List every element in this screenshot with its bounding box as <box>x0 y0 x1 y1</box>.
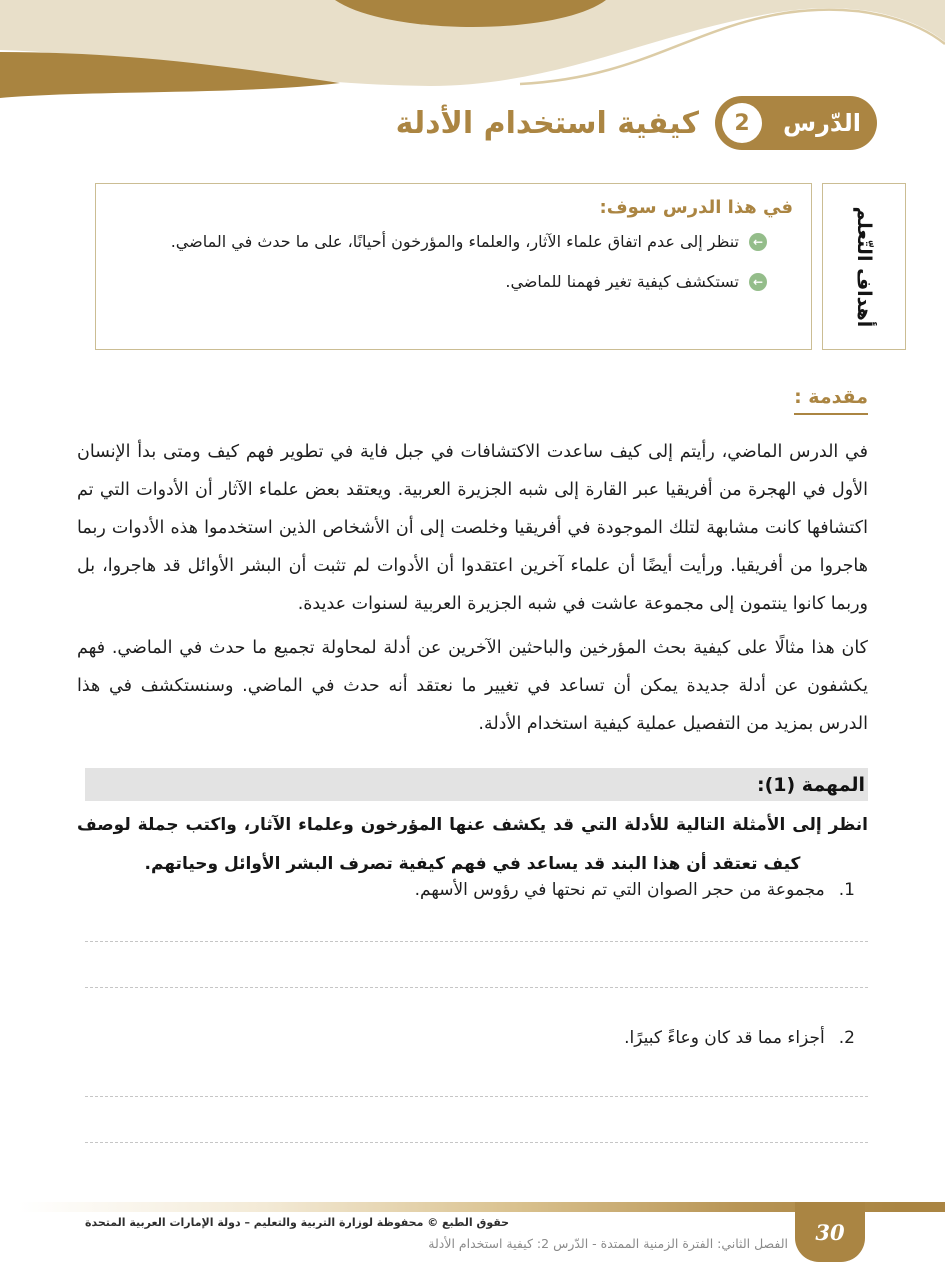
task-list-item <box>90 1028 855 1048</box>
task-list-item <box>90 880 855 900</box>
objectives-box-title: في هذا الدرس سوف: <box>599 197 793 218</box>
intro-paragraph: كان هذا مثالًا على كيفية بحث المؤرخين والباحثين الآخرين عن أدلة لمحاولة تجميع ما حدث في الماضي. فهم يكشفون عن أدلة جديدة يمكن أن تساعد في تغيير ما نعتقد أنه حدث في الماضي. وسنستكشف في هذا الدرس بمزيد من التفصيل عملية كيفية استخدام الأدلة. <box>77 638 868 734</box>
objective-item <box>114 270 767 295</box>
header-wave-decoration <box>0 0 945 100</box>
objective-item <box>114 230 767 255</box>
objective-item-text: تستكشف كيفية تغير فهمنا للماضي. <box>505 271 739 291</box>
chapter-breadcrumb: الفصل الثاني: الفترة الزمنية الممتدة - الدّرس 2: كيفية استخدام الأدلة <box>428 1236 788 1251</box>
page-number-tab <box>795 1202 865 1262</box>
task-heading: المهمة (1): <box>756 773 865 796</box>
intro-heading: مقدمة : <box>794 386 868 415</box>
page-number: 30 <box>815 1219 845 1245</box>
intro-paragraph: في الدرس الماضي، رأيتم إلى كيف ساعدت الاكتشافات في جبل فاية في تطوير فهم كيف ومتى بدأ الإنسان الأول في الهجرة من أفريقيا عبر القارة إلى شبه الجزيرة العربية. ويعتقد بعض علماء الآثار أن الأدوات التي تم اكتشافها كانت مشابهة لتلك الموجودة في أفريقيا وخلصت إلى أن الأشخاص الذين استخدموا هذه الأدوات ربما هاجروا من أفريقيا. ورأيت أيضًا أن علماء آخرين اعتقدوا أن الأدوات لم تثبت أن البشر الأوائل قد هاجروا، بل وربما كانوا ينتمون إلى مجموعة عاشت في شبه الجزيرة العربية لسنوات عديدة. <box>77 442 868 614</box>
answer-line <box>85 1096 868 1097</box>
objectives-box <box>95 183 812 350</box>
lesson-header <box>396 96 877 150</box>
answer-line <box>85 1142 868 1143</box>
objectives-sidebar-label: أهداف التّعلم <box>853 206 875 327</box>
objectives-sidebar-tab <box>822 183 906 350</box>
lesson-label: الدّرس <box>782 109 861 137</box>
task-item-text: مجموعة من حجر الصوان التي تم نحتها في رؤوس الأسهم. <box>414 880 825 900</box>
lesson-number-badge: 2 <box>722 103 762 143</box>
task-item-number: 1. <box>838 880 855 900</box>
answer-line <box>85 941 868 942</box>
task-item-number: 2. <box>838 1028 855 1048</box>
arrow-bullet-icon: ← <box>749 273 767 291</box>
answer-line <box>85 987 868 988</box>
copyright-notice: حقوق الطبع © محفوظة لوزارة التربية والتعليم – دولة الإمارات العربية المتحدة <box>85 1216 510 1229</box>
arrow-bullet-icon: ← <box>749 233 767 251</box>
task-heading-bar <box>85 768 868 801</box>
lesson-pill <box>715 96 877 150</box>
page-title: كيفية استخدام الأدلة <box>395 105 699 141</box>
task-item-text: أجزاء مما قد كان وعاءً كبيرًا. <box>624 1028 825 1048</box>
objective-item-text: تنظر إلى عدم اتفاق علماء الآثار، والعلماء والمؤرخون أحيانًا، على ما حدث في الماضي. <box>170 232 739 251</box>
task-instruction: انظر إلى الأمثلة التالية للأدلة التي قد يكشف عنها المؤرخون وعلماء الآثار، واكتب جملة لوصف كيف تعتقد أن هذا البند قد يساعد في فهم كيفية تصرف البشر الأوائل وحياتهم. <box>77 815 868 874</box>
